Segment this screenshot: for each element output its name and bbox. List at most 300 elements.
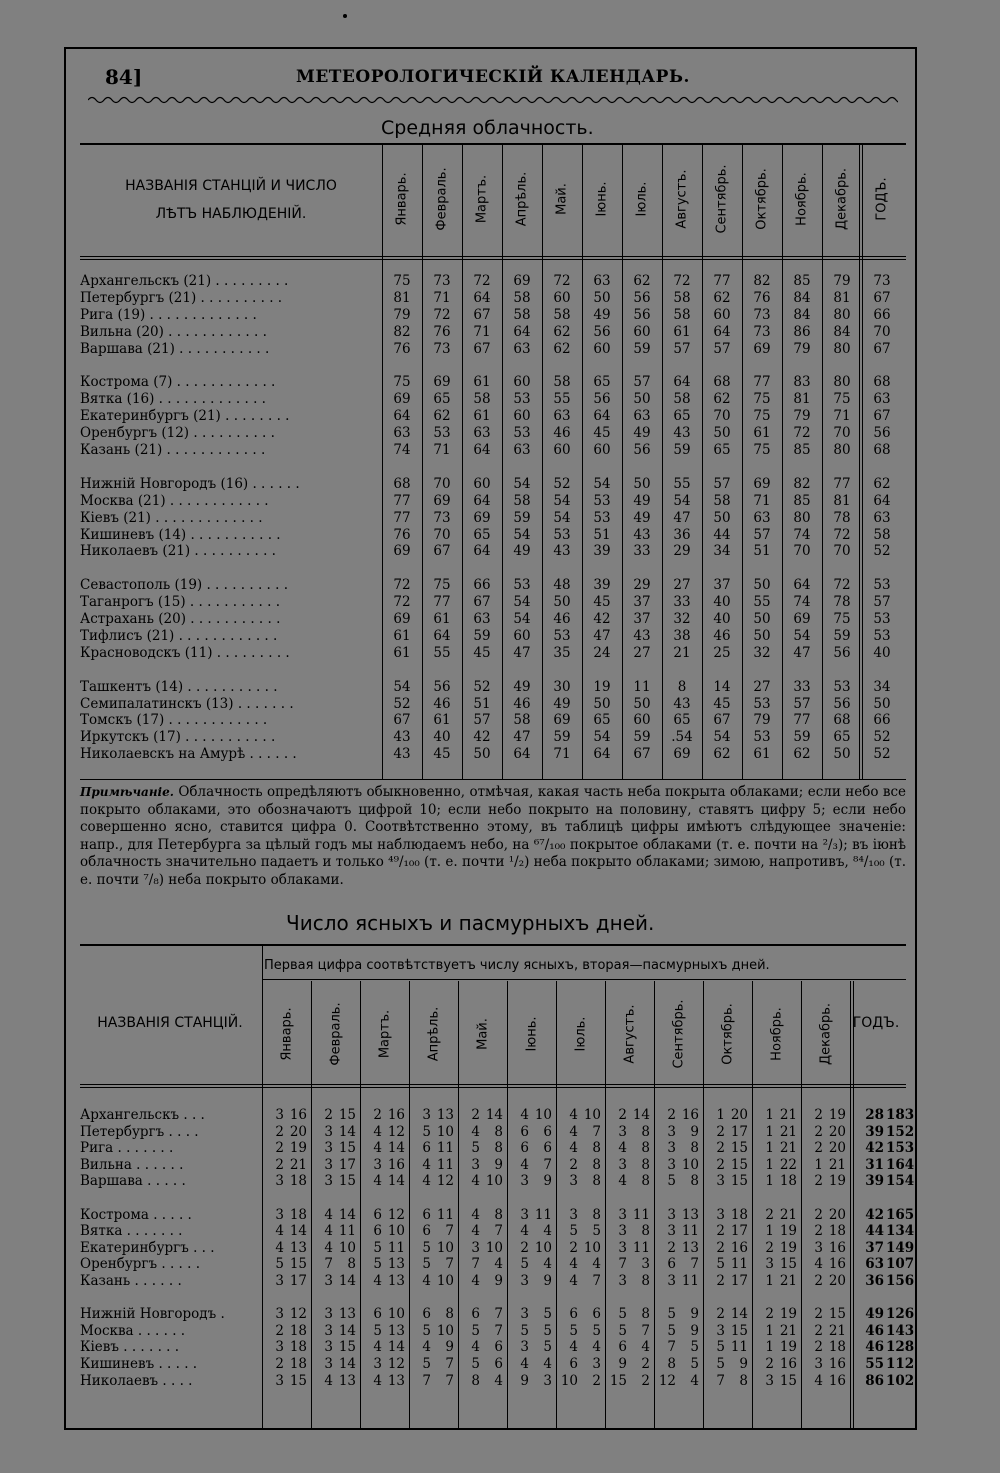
clear-days-value: 5 bbox=[569, 1322, 578, 1339]
clear-days-value: 2 bbox=[716, 1223, 725, 1240]
cloudiness-value: 55 bbox=[673, 475, 691, 492]
cloudiness-value: 58 bbox=[513, 492, 531, 509]
cloudiness-value: 80 bbox=[833, 306, 851, 323]
cloudiness-value: 79 bbox=[793, 340, 811, 357]
clear-days-value: 2 bbox=[667, 1107, 676, 1123]
overcast-days-value: 18 bbox=[779, 1173, 797, 1190]
clear-days-value: 1 bbox=[814, 1156, 823, 1173]
cloudiness-value: 67 bbox=[393, 712, 411, 729]
station-name: Томскъ (17) . . . . . . . . . . . . bbox=[80, 712, 268, 729]
cloudiness-value: 54 bbox=[513, 475, 531, 492]
overcast-days-value: 15 bbox=[338, 1107, 356, 1123]
overcast-days-value: 13 bbox=[681, 1206, 699, 1223]
cloudiness-value: 83 bbox=[793, 374, 811, 391]
table2-month-header: Мартъ. bbox=[377, 1009, 392, 1059]
cloudiness-value: 57 bbox=[873, 594, 891, 611]
station-name: Николаевъ (21) . . . . . . . . . . bbox=[80, 543, 276, 560]
overcast-days-value: 11 bbox=[387, 1239, 405, 1256]
table1-row bbox=[80, 391, 906, 408]
clear-days-value: 4 bbox=[471, 1273, 480, 1289]
cloudiness-value: 53 bbox=[513, 391, 531, 408]
clear-days-value: 6 bbox=[422, 1223, 431, 1240]
cloudiness-value: 64 bbox=[473, 442, 491, 458]
overcast-days-value: 4 bbox=[592, 1256, 601, 1273]
overcast-days-value: 7 bbox=[543, 1156, 552, 1173]
cloudiness-value: 71 bbox=[833, 408, 851, 425]
cloudiness-value: 43 bbox=[393, 729, 411, 746]
overcast-days-value: 7 bbox=[445, 1223, 454, 1240]
cloudiness-value: 57 bbox=[473, 712, 491, 729]
cloudiness-value: 81 bbox=[833, 289, 851, 306]
overcast-days-value: 19 bbox=[779, 1223, 797, 1240]
table2-name-header: НАЗВАНІЯ СТАНЦІЙ. bbox=[97, 1015, 243, 1031]
overcast-days-value: 8 bbox=[494, 1140, 503, 1157]
clear-days-value: 5 bbox=[716, 1356, 725, 1372]
cloudiness-value: 54 bbox=[793, 627, 811, 644]
station-name: Рига . . . . . . . bbox=[80, 1140, 174, 1157]
overcast-days-value: 15 bbox=[338, 1173, 356, 1190]
station-name: Варшава . . . . . bbox=[80, 1173, 186, 1190]
clear-days-value: 4 bbox=[520, 1223, 529, 1240]
overcast-days-value: 21 bbox=[779, 1140, 797, 1157]
cloudiness-value: 49 bbox=[513, 543, 531, 560]
clear-days-value: 4 bbox=[373, 1372, 382, 1389]
overcast-days-value: 9 bbox=[494, 1273, 503, 1289]
year-overcast-days: 164 bbox=[886, 1156, 915, 1173]
table2-month-header: Апрѣль. bbox=[426, 1006, 441, 1062]
cloudiness-value: 60 bbox=[553, 442, 571, 458]
table1-month-header: Іюнь. bbox=[594, 181, 610, 217]
overcast-days-value: 18 bbox=[289, 1206, 307, 1223]
clear-days-value: 4 bbox=[569, 1339, 578, 1356]
cloudiness-value: 64 bbox=[793, 577, 811, 594]
clear-days-table-title: Число ясныхъ и пасмурныхъ дней. bbox=[286, 911, 655, 935]
cloudiness-value: 85 bbox=[793, 273, 811, 289]
overcast-days-value: 9 bbox=[445, 1339, 454, 1356]
cloudiness-value: 68 bbox=[873, 374, 891, 391]
cloudiness-value: 62 bbox=[433, 408, 451, 425]
clear-days-value: 4 bbox=[373, 1173, 382, 1190]
cloudiness-value: 72 bbox=[433, 306, 451, 323]
table2-row bbox=[80, 1273, 915, 1289]
table1-row bbox=[80, 442, 906, 459]
cloudiness-value: 45 bbox=[473, 644, 491, 661]
overcast-days-value: 7 bbox=[494, 1223, 503, 1240]
overcast-days-value: 20 bbox=[828, 1123, 846, 1140]
cloudiness-value: 69 bbox=[473, 509, 491, 526]
table1-row bbox=[80, 476, 906, 493]
cloudiness-value: 78 bbox=[833, 509, 851, 526]
year-overcast-days: 107 bbox=[886, 1256, 915, 1273]
cloudiness-value: 58 bbox=[873, 526, 891, 543]
year-overcast-days: 102 bbox=[886, 1372, 915, 1389]
clear-days-value: 2 bbox=[275, 1356, 284, 1372]
overcast-days-value: 9 bbox=[494, 1156, 503, 1173]
clear-days-value: 2 bbox=[765, 1356, 774, 1372]
cloudiness-value: 63 bbox=[593, 273, 611, 289]
cloudiness-value: 69 bbox=[553, 712, 571, 729]
cloudiness-value: 40 bbox=[713, 594, 731, 611]
clear-days-value: 3 bbox=[618, 1273, 627, 1289]
cloudiness-value: 39 bbox=[593, 543, 611, 560]
cloudiness-value: 54 bbox=[593, 729, 611, 746]
overcast-days-value: 7 bbox=[445, 1356, 454, 1372]
overcast-days-value: 15 bbox=[338, 1339, 356, 1356]
cloudiness-value: 49 bbox=[633, 425, 651, 442]
overcast-days-value: 20 bbox=[828, 1273, 846, 1289]
cloudiness-value: 56 bbox=[433, 678, 451, 695]
clear-days-value: 6 bbox=[667, 1256, 676, 1273]
clear-days-value: 8 bbox=[667, 1356, 676, 1372]
cloudiness-value: 64 bbox=[593, 408, 611, 425]
clear-days-value: 2 bbox=[765, 1306, 774, 1323]
overcast-days-value: 11 bbox=[338, 1223, 356, 1240]
station-name: Екатеринбургъ . . . bbox=[80, 1239, 215, 1256]
overcast-days-value: 14 bbox=[338, 1322, 356, 1339]
cloudiness-value: 34 bbox=[873, 678, 891, 695]
clear-days-value: 7 bbox=[667, 1339, 676, 1356]
clear-days-value: 4 bbox=[569, 1107, 578, 1123]
cloudiness-value: 68 bbox=[873, 442, 891, 458]
overcast-days-value: 9 bbox=[690, 1306, 699, 1323]
cloudiness-value: 43 bbox=[553, 543, 571, 560]
cloudiness-value: 47 bbox=[513, 644, 531, 661]
table2-row bbox=[80, 1123, 915, 1140]
overcast-days-value: 11 bbox=[436, 1140, 454, 1157]
clear-days-value: 5 bbox=[471, 1322, 480, 1339]
cloudiness-value: 37 bbox=[633, 594, 651, 611]
cloudiness-value: 64 bbox=[673, 374, 691, 391]
cloudiness-value: 69 bbox=[393, 611, 411, 627]
cloudiness-value: 43 bbox=[393, 746, 411, 763]
table2-row bbox=[80, 1372, 915, 1389]
overcast-days-value: 19 bbox=[828, 1173, 846, 1190]
cloudiness-value: 62 bbox=[873, 475, 891, 492]
cloudiness-value: 86 bbox=[793, 323, 811, 340]
table2-row bbox=[80, 1173, 915, 1190]
clear-days-value: 6 bbox=[373, 1223, 382, 1240]
overcast-days-value: 10 bbox=[485, 1239, 503, 1256]
cloudiness-value: 64 bbox=[513, 746, 531, 763]
cloudiness-value: 81 bbox=[793, 391, 811, 408]
cloudiness-value: 60 bbox=[513, 374, 531, 391]
overcast-days-value: 4 bbox=[543, 1356, 552, 1372]
table1-row bbox=[80, 290, 906, 307]
clear-days-value: 7 bbox=[422, 1372, 431, 1389]
clear-days-value: 6 bbox=[422, 1306, 431, 1323]
overcast-days-value: 14 bbox=[387, 1339, 405, 1356]
clear-days-value: 5 bbox=[373, 1239, 382, 1256]
overcast-days-value: 13 bbox=[338, 1372, 356, 1389]
year-clear-days: 55 bbox=[865, 1356, 884, 1372]
cloudiness-value: 40 bbox=[713, 611, 731, 627]
overcast-days-value: 14 bbox=[338, 1273, 356, 1289]
clear-days-value: 3 bbox=[667, 1273, 676, 1289]
overcast-days-value: 15 bbox=[828, 1306, 846, 1323]
cloudiness-value: 62 bbox=[713, 391, 731, 408]
clear-days-value: 4 bbox=[373, 1339, 382, 1356]
cloudiness-value: 53 bbox=[873, 611, 891, 627]
cloudiness-value: 77 bbox=[393, 492, 411, 509]
cloudiness-value: 56 bbox=[633, 442, 651, 458]
year-overcast-days: 165 bbox=[886, 1206, 915, 1223]
cloudiness-value: 53 bbox=[593, 492, 611, 509]
overcast-days-value: 13 bbox=[681, 1239, 699, 1256]
station-name: Кострома . . . . . bbox=[80, 1206, 192, 1223]
cloudiness-value: 43 bbox=[673, 695, 691, 712]
cloudiness-value: 65 bbox=[673, 712, 691, 729]
cloudiness-value: 50 bbox=[753, 577, 771, 594]
overcast-days-value: 11 bbox=[632, 1206, 650, 1223]
overcast-days-value: 15 bbox=[779, 1256, 797, 1273]
cloudiness-value: 48 bbox=[553, 577, 571, 594]
cloudiness-value: 75 bbox=[393, 374, 411, 391]
clear-days-value: 2 bbox=[765, 1206, 774, 1223]
table1-row bbox=[80, 628, 906, 645]
table1-row bbox=[80, 594, 906, 611]
clear-days-value: 3 bbox=[814, 1356, 823, 1372]
overcast-days-value: 13 bbox=[436, 1107, 454, 1123]
clear-days-value: 12 bbox=[658, 1372, 676, 1389]
clear-days-value: 3 bbox=[275, 1273, 284, 1289]
clear-days-value: 4 bbox=[373, 1123, 382, 1140]
overcast-days-value: 15 bbox=[730, 1173, 748, 1190]
overcast-days-value: 5 bbox=[592, 1223, 601, 1240]
cloudiness-value: 49 bbox=[633, 492, 651, 509]
clear-days-value: 2 bbox=[275, 1156, 284, 1173]
clear-days-value: 2 bbox=[716, 1306, 725, 1323]
clear-days-value: 6 bbox=[471, 1306, 480, 1323]
clear-days-value: 2 bbox=[814, 1223, 823, 1240]
overcast-days-value: 16 bbox=[387, 1156, 405, 1173]
overcast-days-value: 13 bbox=[387, 1322, 405, 1339]
year-overcast-days: 134 bbox=[886, 1223, 915, 1240]
overcast-days-value: 20 bbox=[828, 1140, 846, 1157]
overcast-days-value: 15 bbox=[289, 1372, 307, 1389]
station-name: Вятка . . . . . . . bbox=[80, 1223, 183, 1240]
overcast-days-value: 3 bbox=[592, 1356, 601, 1372]
clear-days-value: 4 bbox=[520, 1107, 529, 1123]
cloudiness-value: 74 bbox=[393, 442, 411, 458]
clear-days-value: 6 bbox=[569, 1356, 578, 1372]
cloudiness-value: 62 bbox=[553, 340, 571, 357]
overcast-days-value: 7 bbox=[641, 1322, 650, 1339]
cloudiness-value: 51 bbox=[753, 543, 771, 560]
clear-days-value: 3 bbox=[324, 1339, 333, 1356]
overcast-days-value: 8 bbox=[347, 1256, 356, 1273]
cloudiness-value: 51 bbox=[593, 526, 611, 543]
cloudiness-value: 45 bbox=[593, 594, 611, 611]
clear-days-value: 4 bbox=[471, 1123, 480, 1140]
cloudiness-value: 11 bbox=[633, 678, 651, 695]
cloudiness-value: 73 bbox=[433, 273, 451, 289]
overcast-days-value: 10 bbox=[436, 1239, 454, 1256]
clear-days-value: 3 bbox=[324, 1273, 333, 1289]
clear-days-value: 1 bbox=[765, 1339, 774, 1356]
overcast-days-value: 13 bbox=[387, 1273, 405, 1289]
clear-days-value: 3 bbox=[667, 1206, 676, 1223]
year-overcast-days: 152 bbox=[886, 1123, 915, 1140]
page-number: 84] bbox=[105, 65, 143, 89]
table1-month-header: Апрѣль. bbox=[514, 171, 530, 227]
cloudiness-value: 64 bbox=[473, 543, 491, 560]
cloudiness-value: 66 bbox=[873, 306, 891, 323]
cloudiness-value: 52 bbox=[393, 695, 411, 712]
cloudiness-value: 46 bbox=[553, 425, 571, 442]
cloudiness-value: 42 bbox=[473, 729, 491, 746]
overcast-days-value: 17 bbox=[730, 1273, 748, 1289]
cloudiness-value: 37 bbox=[713, 577, 731, 594]
cloudiness-value: 76 bbox=[433, 323, 451, 340]
cloudiness-value: 63 bbox=[513, 442, 531, 458]
cloudiness-value: 63 bbox=[473, 425, 491, 442]
overcast-days-value: 20 bbox=[730, 1107, 748, 1123]
cloudiness-value: 50 bbox=[713, 509, 731, 526]
clear-days-value: 2 bbox=[373, 1107, 382, 1123]
overcast-days-value: 2 bbox=[641, 1372, 650, 1389]
clear-days-value: 4 bbox=[520, 1156, 529, 1173]
overcast-days-value: 8 bbox=[592, 1173, 601, 1190]
clear-days-value: 2 bbox=[814, 1173, 823, 1190]
cloudiness-value: 82 bbox=[793, 475, 811, 492]
cloudiness-value: 64 bbox=[393, 408, 411, 425]
cloudiness-value: 81 bbox=[833, 492, 851, 509]
year-overcast-days: 149 bbox=[886, 1239, 915, 1256]
overcast-days-value: 17 bbox=[730, 1223, 748, 1240]
cloudiness-value: 70 bbox=[793, 543, 811, 560]
overcast-days-value: 6 bbox=[494, 1339, 503, 1356]
overcast-days-value: 10 bbox=[583, 1239, 601, 1256]
cloudiness-value: 58 bbox=[673, 306, 691, 323]
year-clear-days: 39 bbox=[865, 1123, 884, 1140]
cloudiness-value: 32 bbox=[673, 611, 691, 627]
cloudiness-value: 79 bbox=[833, 273, 851, 289]
year-clear-days: 42 bbox=[865, 1206, 884, 1223]
overcast-days-value: 21 bbox=[779, 1322, 797, 1339]
table2-row bbox=[80, 1107, 915, 1123]
station-name: Вятка (16) . . . . . . . . . . . . . bbox=[80, 391, 266, 408]
cloudiness-value: 63 bbox=[753, 509, 771, 526]
table2-month-header: Декабрь. bbox=[818, 1002, 833, 1066]
cloudiness-value: 65 bbox=[433, 391, 451, 408]
cloudiness-value: 64 bbox=[433, 627, 451, 644]
station-name: Вильна . . . . . . bbox=[80, 1156, 184, 1173]
overcast-days-value: 7 bbox=[690, 1256, 699, 1273]
clear-days-value: 5 bbox=[422, 1356, 431, 1372]
clear-days-value: 4 bbox=[422, 1156, 431, 1173]
clear-days-value: 2 bbox=[471, 1107, 480, 1123]
cloudiness-value: 63 bbox=[873, 391, 891, 408]
clear-days-value: 3 bbox=[471, 1156, 480, 1173]
clear-days-value: 2 bbox=[569, 1239, 578, 1256]
table2-month-header: Сентябрь. bbox=[671, 999, 686, 1069]
overcast-days-value: 10 bbox=[436, 1273, 454, 1289]
clear-days-value: 5 bbox=[667, 1306, 676, 1323]
cloudiness-value: 59 bbox=[473, 627, 491, 644]
year-overcast-days: 153 bbox=[886, 1140, 915, 1157]
cloudiness-value: 40 bbox=[433, 729, 451, 746]
cloudiness-value: 43 bbox=[673, 425, 691, 442]
cloudiness-value: 63 bbox=[873, 509, 891, 526]
cloudiness-value: 57 bbox=[713, 340, 731, 357]
cloudiness-value: 50 bbox=[633, 695, 651, 712]
clear-days-value: 3 bbox=[275, 1306, 284, 1323]
cloudiness-value: 61 bbox=[753, 425, 771, 442]
clear-days-value: 6 bbox=[569, 1306, 578, 1323]
cloudiness-value: 80 bbox=[833, 374, 851, 391]
cloudiness-value: 69 bbox=[433, 374, 451, 391]
clear-days-value: 4 bbox=[324, 1206, 333, 1223]
cloudiness-value: 60 bbox=[513, 627, 531, 644]
cloudiness-value: 53 bbox=[753, 695, 771, 712]
cloudiness-value: 50 bbox=[473, 746, 491, 763]
overcast-days-value: 8 bbox=[494, 1206, 503, 1223]
cloudiness-value: 58 bbox=[473, 391, 491, 408]
cloudiness-value: 58 bbox=[553, 306, 571, 323]
overcast-days-value: 19 bbox=[289, 1140, 307, 1157]
cloudiness-value: 60 bbox=[593, 442, 611, 458]
cloudiness-value: 57 bbox=[633, 374, 651, 391]
cloudiness-value: 33 bbox=[793, 678, 811, 695]
clear-days-value: 3 bbox=[716, 1322, 725, 1339]
overcast-days-value: 22 bbox=[779, 1156, 797, 1173]
cloudiness-value: 82 bbox=[753, 273, 771, 289]
station-name: Петербургъ . . . . bbox=[80, 1123, 199, 1140]
overcast-days-value: 19 bbox=[779, 1306, 797, 1323]
cloudiness-value: 33 bbox=[673, 594, 691, 611]
table1-name-header-line2: ЛѢТЪ НАБЛЮДЕНІЙ. bbox=[155, 206, 307, 222]
cloudiness-value: 50 bbox=[593, 289, 611, 306]
clear-days-value: 3 bbox=[275, 1107, 284, 1123]
cloudiness-value: 61 bbox=[393, 644, 411, 661]
cloudiness-value: 60 bbox=[473, 475, 491, 492]
cloudiness-value: .54 bbox=[671, 729, 693, 746]
clear-days-value: 5 bbox=[716, 1256, 725, 1273]
cloudiness-value: 46 bbox=[553, 611, 571, 627]
clear-days-value: 3 bbox=[373, 1356, 382, 1372]
cloudiness-value: 71 bbox=[433, 289, 451, 306]
table1-bottom-rule bbox=[80, 779, 906, 780]
cloudiness-value: 65 bbox=[473, 526, 491, 543]
clear-days-value: 2 bbox=[814, 1322, 823, 1339]
cloudiness-value: 46 bbox=[513, 695, 531, 712]
clear-days-value: 5 bbox=[275, 1256, 284, 1273]
cloudiness-value: 84 bbox=[793, 306, 811, 323]
clear-days-value: 1 bbox=[765, 1273, 774, 1289]
cloudiness-value: 50 bbox=[753, 627, 771, 644]
year-overcast-days: 156 bbox=[886, 1273, 915, 1289]
overcast-days-value: 10 bbox=[387, 1306, 405, 1323]
clear-days-value: 3 bbox=[520, 1173, 529, 1190]
overcast-days-value: 21 bbox=[289, 1156, 307, 1173]
cloudiness-value: 67 bbox=[633, 746, 651, 763]
cloudiness-value: 77 bbox=[433, 594, 451, 611]
cloudiness-value: 14 bbox=[713, 678, 731, 695]
year-clear-days: 42 bbox=[865, 1140, 884, 1157]
cloudiness-value: 8 bbox=[677, 678, 687, 695]
cloudiness-value: 29 bbox=[633, 577, 651, 594]
cloudiness-value: 49 bbox=[513, 678, 531, 695]
note-text: Облачность опредѣляютъ обыкновенно, отмѣчая, какая часть неба покрыта облаками; если небо все покрыто облаками, это обозначаютъ цифрой 10; если небо покрыто на половину, ставятъ цифру 5; если небо совершенно ясно, ставится цифра 0. Соотвѣтственно этому, въ таблицѣ цифры имѣютъ слѣдующее значеніе: напр., для Петербурга за цѣлый годъ мы наблюдаемъ небо, на ⁶⁷/₁₀₀ покрытое облаками (т. е. почти на ²/₃); въ іюнѣ облачность значительно падаетъ и только ⁴⁹/₁₀₀ (т. е. почти ¹/₂) неба покрыто облаками; зимою, напротивъ, ⁸⁴/₁₀₀ (т. е. почти ⁷/₈) неба покрыто облаками. bbox=[80, 784, 907, 888]
cloudiness-value: 60 bbox=[633, 712, 651, 729]
cloudiness-value: 69 bbox=[753, 475, 771, 492]
table1-month-header: Май. bbox=[554, 183, 570, 215]
overcast-days-value: 6 bbox=[543, 1140, 552, 1157]
overcast-days-value: 21 bbox=[779, 1206, 797, 1223]
clear-days-value: 3 bbox=[275, 1173, 284, 1190]
cloudiness-value: 70 bbox=[433, 526, 451, 543]
overcast-days-value: 15 bbox=[338, 1140, 356, 1157]
